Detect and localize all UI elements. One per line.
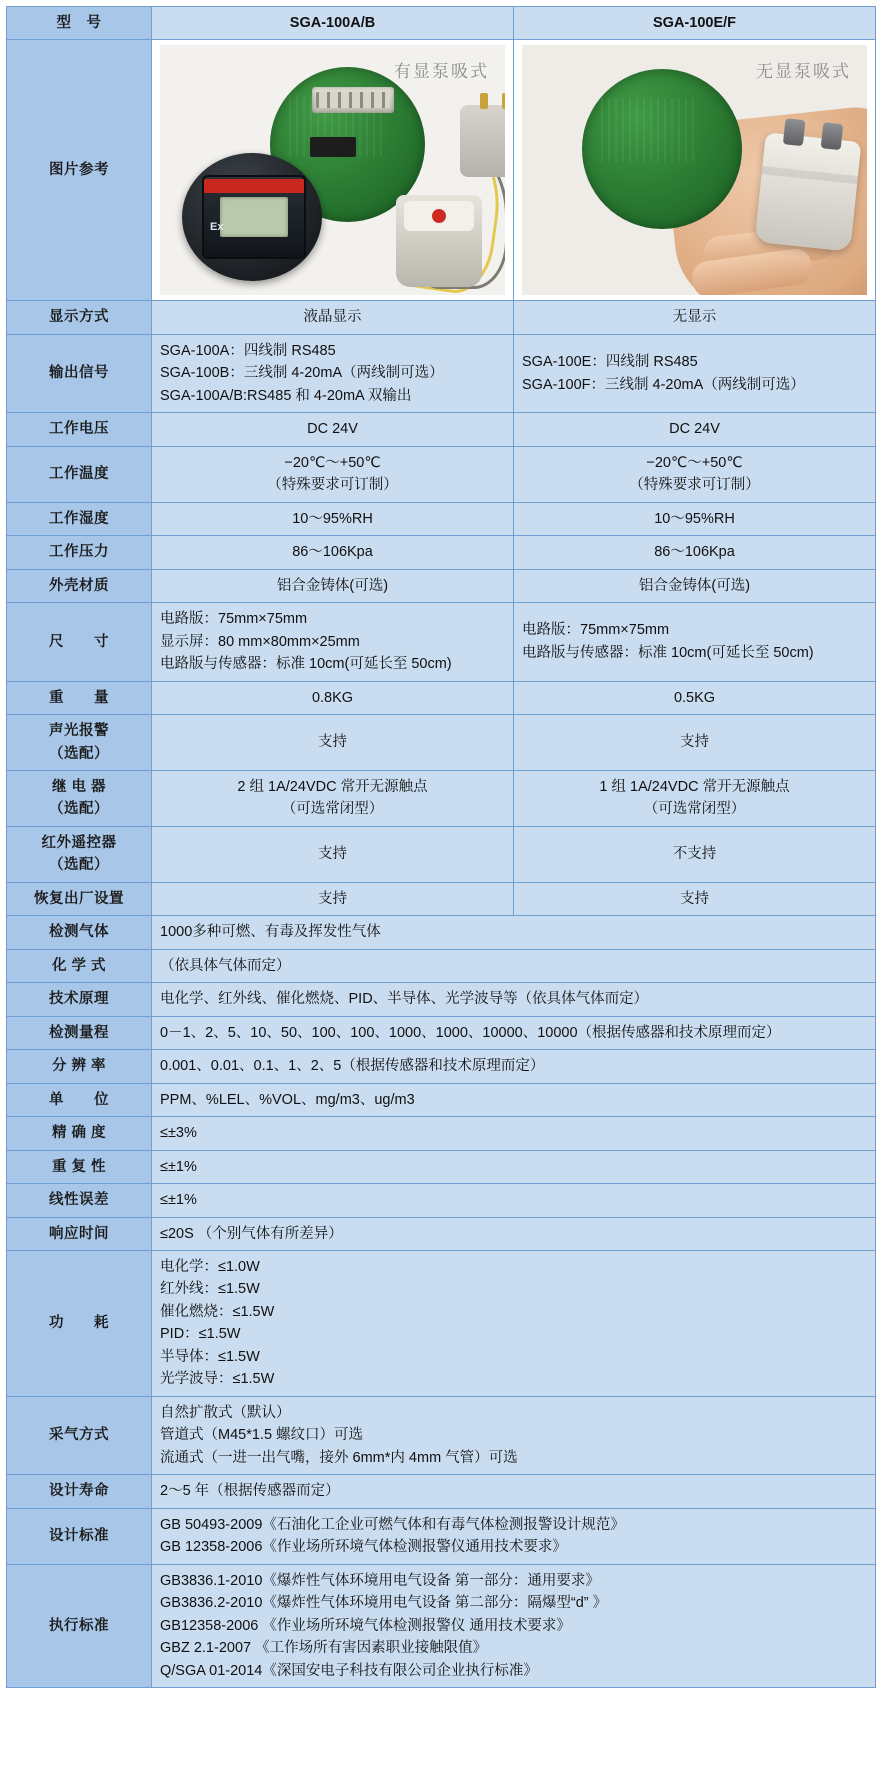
temperature-a-line2: （特殊要求可订制）	[267, 477, 398, 494]
table-row-humidity	[7, 502, 876, 535]
sampling-line3: 流通式（一进一出气嘴，接外 6mm*内 4mm 气管）可选	[160, 1449, 518, 1466]
photo-caption-a: 有显泵吸式	[394, 62, 489, 82]
repeatability-line1: ≤±1%	[160, 1158, 197, 1175]
table-row-repeatability	[7, 1150, 876, 1183]
weight-a	[152, 681, 514, 714]
accuracy-line1: ≤±3%	[160, 1125, 197, 1142]
photo-cell-b	[514, 40, 876, 301]
table-row-model	[7, 7, 876, 40]
design-standard-value	[152, 1508, 876, 1564]
compliance-standard-line2: GB3836.2-2010《爆炸性气体环境用电气设备 第二部分：隔爆型“d” 》	[160, 1595, 608, 1612]
row-label-technology: 技术原理	[7, 983, 152, 1016]
factory-reset-b-line1: 支持	[680, 890, 709, 907]
housing-b-line1: 铝合金铸体(可选)	[638, 577, 751, 594]
remote-b-line1: 不支持	[672, 846, 717, 863]
row-label-alarm	[7, 715, 152, 771]
nozzle-left-icon	[783, 119, 806, 147]
row-label-relay-main: 继 电 器	[51, 778, 107, 795]
voltage-b	[514, 413, 876, 446]
design-standard-line1: GB 50493-2009《石油化工企业可燃气体和有毒气体检测报警设计规范》	[160, 1516, 625, 1533]
table-row-remote	[7, 826, 876, 882]
humidity-a-line1: 10～95%RH	[292, 510, 373, 527]
temperature-a-line1: −20℃～+50℃	[284, 454, 381, 471]
compliance-standard-line3: GB12358-2006 《作业场所环境气体检测报警仪 通用技术要求》	[160, 1617, 571, 1634]
row-label-model: 型 号	[7, 7, 152, 40]
dimensions-a-line2: 显示屏：80 mm×80mm×25mm	[160, 633, 360, 650]
detected-gas-value	[152, 916, 876, 949]
voltage-a	[152, 413, 514, 446]
table-row-voltage	[7, 413, 876, 446]
factory-reset-a-line1: 支持	[318, 890, 347, 907]
housing-a	[152, 569, 514, 602]
row-label-detected-gas: 检测气体	[7, 916, 152, 949]
table-row-dimensions	[7, 603, 876, 681]
dimensions-a-line1: 电路版：75mm×75mm	[160, 611, 308, 628]
factory-reset-a	[152, 882, 514, 915]
temperature-b	[514, 446, 876, 502]
dimensions-b	[514, 603, 876, 681]
row-label-sampling: 采气方式	[7, 1396, 152, 1474]
table-row-compliance-standard	[7, 1564, 876, 1687]
row-label-relay	[7, 770, 152, 826]
row-label-pressure: 工作压力	[7, 536, 152, 569]
remote-a	[152, 826, 514, 882]
sensor-housing-icon	[396, 195, 482, 287]
factory-reset-b	[514, 882, 876, 915]
table-row-weight	[7, 681, 876, 714]
table-row-technology	[7, 983, 876, 1016]
response-time-line1: ≤20S （个别气体有所差异）	[160, 1225, 343, 1242]
table-body	[7, 7, 876, 1688]
technology-line1: 电化学、红外线、催化燃烧、PID、半导体、光学波导等（依具体气体而定）	[160, 991, 649, 1008]
compliance-standard-line5: Q/SGA 01-2014《深国安电子科技有限公司企业执行标准》	[160, 1662, 538, 1679]
relay-a-line2: （可选常闭型）	[281, 801, 384, 818]
sampling-value	[152, 1396, 876, 1474]
remote-b	[514, 826, 876, 882]
unit-line1: PPM、%LEL、%VOL、mg/m3、ug/m3	[160, 1091, 415, 1108]
humidity-a	[152, 502, 514, 535]
repeatability-value	[152, 1150, 876, 1183]
relay-b-line1: 1 组 1A/24VDC 常开无源触点	[599, 778, 790, 795]
linearity-line1: ≤±1%	[160, 1192, 197, 1209]
terminal-block-icon	[312, 87, 394, 113]
alarm-a	[152, 715, 514, 771]
meter-banner	[204, 179, 304, 193]
alarm-a-line1: 支持	[318, 734, 347, 751]
table-row-photo	[7, 40, 876, 301]
row-label-factory-reset: 恢复出厂设置	[7, 882, 152, 915]
table-row-temperature	[7, 446, 876, 502]
table-row-accuracy	[7, 1117, 876, 1150]
chemical-formula-value	[152, 949, 876, 982]
display-a-line1: 液晶显示	[303, 309, 362, 326]
row-label-repeatability: 重 复 性	[7, 1150, 152, 1183]
sensor-pin-right	[502, 93, 505, 109]
pressure-a-line1: 86～106Kpa	[292, 544, 373, 561]
weight-a-line1: 0.8KG	[311, 689, 354, 706]
power-line1: 电化学：≤1.0W	[160, 1259, 260, 1275]
table-row-pressure	[7, 536, 876, 569]
output-a-line1: SGA-100A：四线制 RS485	[160, 342, 336, 359]
table-row-lifetime	[7, 1475, 876, 1508]
row-label-housing: 外壳材质	[7, 569, 152, 602]
table-row-output	[7, 334, 876, 412]
table-row-detected-gas	[7, 916, 876, 949]
row-label-compliance-standard: 执行标准	[7, 1564, 152, 1687]
alarm-b	[514, 715, 876, 771]
weight-b-line1: 0.5KG	[673, 689, 716, 706]
row-label-alarm-main: 声光报警	[49, 723, 109, 740]
specification-table	[6, 6, 876, 1688]
table-row-chemical-formula	[7, 949, 876, 982]
design-standard-line2: GB 12358-2006《作业场所环境气体检测报警仪通用技术要求》	[160, 1539, 567, 1556]
technology-value	[152, 983, 876, 1016]
linearity-value	[152, 1184, 876, 1217]
relay-b	[514, 770, 876, 826]
table-row-power	[7, 1251, 876, 1397]
chip-icon	[310, 137, 356, 157]
lifetime-line1: 2～5 年（根据传感器而定）	[160, 1483, 340, 1500]
meter-face	[202, 175, 306, 259]
compliance-standard-value	[152, 1564, 876, 1687]
unit-value	[152, 1083, 876, 1116]
row-label-dimensions: 尺 寸	[7, 603, 152, 681]
row-label-voltage: 工作电压	[7, 413, 152, 446]
photo-caption-b: 无显泵吸式	[756, 62, 851, 82]
table-row-response-time	[7, 1217, 876, 1250]
compliance-standard-line4: GBZ 2.1-2007 《工作场所有害因素职业接触限值》	[160, 1640, 488, 1657]
display-b-line1: 无显示	[672, 309, 717, 326]
table-row-range	[7, 1016, 876, 1049]
dimensions-b-line2: 电路版与传感器：标准 10cm(可延长至 50cm)	[522, 644, 814, 661]
model-a: SGA-100A/B	[152, 7, 514, 40]
row-label-lifetime: 设计寿命	[7, 1475, 152, 1508]
pressure-a	[152, 536, 514, 569]
voltage-b-line1: DC 24V	[669, 421, 720, 438]
table-row-display	[7, 301, 876, 334]
sensor-band	[762, 167, 858, 185]
relay-a	[152, 770, 514, 826]
meter-lcd-icon	[220, 197, 288, 237]
humidity-b-line1: 10～95%RH	[654, 510, 735, 527]
power-line6: 光学波导：≤1.5W	[160, 1371, 275, 1388]
table-row-sampling	[7, 1396, 876, 1474]
row-label-chemical-formula: 化 学 式	[7, 949, 152, 982]
table-row-resolution	[7, 1050, 876, 1083]
response-time-value	[152, 1217, 876, 1250]
circuit-board-icon	[582, 69, 742, 229]
row-label-linearity: 线性误差	[7, 1184, 152, 1217]
output-a-line2: SGA-100B：三线制 4-20mA（两线制可选）	[160, 365, 444, 382]
power-line5: 半导体：≤1.5W	[160, 1348, 260, 1365]
row-label-range: 检测量程	[7, 1016, 152, 1049]
housing-b	[514, 569, 876, 602]
pump-sensor-icon	[755, 133, 862, 252]
alarm-b-line1: 支持	[680, 734, 709, 751]
detected-gas-line1: 1000多种可燃、有毒及挥发性气体	[160, 924, 381, 941]
display-b	[514, 301, 876, 334]
power-line2: 红外线：≤1.5W	[160, 1281, 260, 1298]
output-b	[514, 334, 876, 412]
product-photo-a	[160, 45, 505, 295]
weight-b	[514, 681, 876, 714]
relay-b-line2: （可选常闭型）	[643, 801, 746, 818]
row-label-display: 显示方式	[7, 301, 152, 334]
pressure-b	[514, 536, 876, 569]
sampling-line1: 自然扩散式（默认）	[160, 1404, 291, 1421]
range-line1: 0－1、2、5、10、50、100、100、1000、1000、10000、10000（根据传感器和技术原理而定）	[160, 1024, 781, 1041]
power-line4: PID：≤1.5W	[160, 1326, 241, 1343]
table-row-factory-reset	[7, 882, 876, 915]
lifetime-value	[152, 1475, 876, 1508]
row-label-remote	[7, 826, 152, 882]
chemical-formula-line1: （依具体气体而定）	[160, 957, 291, 974]
temperature-b-line2: （特殊要求可订制）	[629, 477, 760, 494]
housing-a-line1: 铝合金铸体(可选)	[276, 577, 389, 594]
row-label-remote-main: 红外遥控器	[41, 834, 117, 851]
row-label-design-standard: 设计标准	[7, 1508, 152, 1564]
remote-a-line1: 支持	[318, 846, 347, 863]
row-label-output: 输出信号	[7, 334, 152, 412]
temperature-b-line1: −20℃～+50℃	[646, 454, 743, 471]
model-b: SGA-100E/F	[514, 7, 876, 40]
row-label-unit: 单 位	[7, 1083, 152, 1116]
resolution-value	[152, 1050, 876, 1083]
row-label-weight: 重 量	[7, 681, 152, 714]
sensor-pin-left	[480, 93, 488, 109]
table-row-relay	[7, 770, 876, 826]
sampling-line2: 管道式（M45*1.5 螺纹口）可选	[160, 1427, 364, 1444]
table-row-unit	[7, 1083, 876, 1116]
row-label-power: 功 耗	[7, 1251, 152, 1397]
row-label-accuracy: 精 确 度	[7, 1117, 152, 1150]
range-value	[152, 1016, 876, 1049]
meter-ex-mark: Ex	[210, 221, 224, 234]
table-row-housing	[7, 569, 876, 602]
humidity-b	[514, 502, 876, 535]
output-a-line3: SGA-100A/B:RS485 和 4-20mA 双输出	[160, 387, 412, 404]
power-line3: 催化燃烧：≤1.5W	[160, 1303, 275, 1320]
table-row-linearity	[7, 1184, 876, 1217]
voltage-a-line1: DC 24V	[307, 421, 358, 438]
row-label-relay-sub: （选配）	[49, 801, 109, 818]
pressure-b-line1: 86～106Kpa	[654, 544, 735, 561]
photo-cell-a	[152, 40, 514, 301]
relay-a-line1: 2 组 1A/24VDC 常开无源触点	[237, 778, 428, 795]
table-row-alarm	[7, 715, 876, 771]
row-label-resolution: 分 辨 率	[7, 1050, 152, 1083]
row-label-response-time: 响应时间	[7, 1217, 152, 1250]
dimensions-a	[152, 603, 514, 681]
output-a	[152, 334, 514, 412]
temperature-a	[152, 446, 514, 502]
row-label-remote-sub: （选配）	[49, 857, 109, 874]
product-photo-b	[522, 45, 867, 295]
row-label-photo: 图片参考	[7, 40, 152, 301]
dimensions-b-line1: 电路版：75mm×75mm	[522, 622, 670, 639]
resolution-line1: 0.001、0.01、0.1、1、2、5（根据传感器和技术原理而定）	[160, 1058, 545, 1075]
output-b-line2: SGA-100F：三线制 4-20mA（两线制可选）	[522, 376, 805, 393]
table-row-design-standard	[7, 1508, 876, 1564]
display-meter-icon	[182, 153, 322, 281]
dimensions-a-line3: 电路版与传感器：标准 10cm(可延长至 50cm)	[160, 656, 452, 673]
nozzle-right-icon	[821, 123, 844, 151]
accuracy-value	[152, 1117, 876, 1150]
row-label-humidity: 工作湿度	[7, 502, 152, 535]
output-b-line1: SGA-100E：四线制 RS485	[522, 354, 698, 371]
compliance-standard-line1: GB3836.1-2010《爆炸性气体环境用电气设备 第一部分：通用要求》	[160, 1572, 600, 1589]
row-label-temperature: 工作温度	[7, 446, 152, 502]
row-label-alarm-sub: （选配）	[49, 745, 109, 762]
sensor-small-icon	[460, 105, 505, 177]
display-a	[152, 301, 514, 334]
power-value	[152, 1251, 876, 1397]
